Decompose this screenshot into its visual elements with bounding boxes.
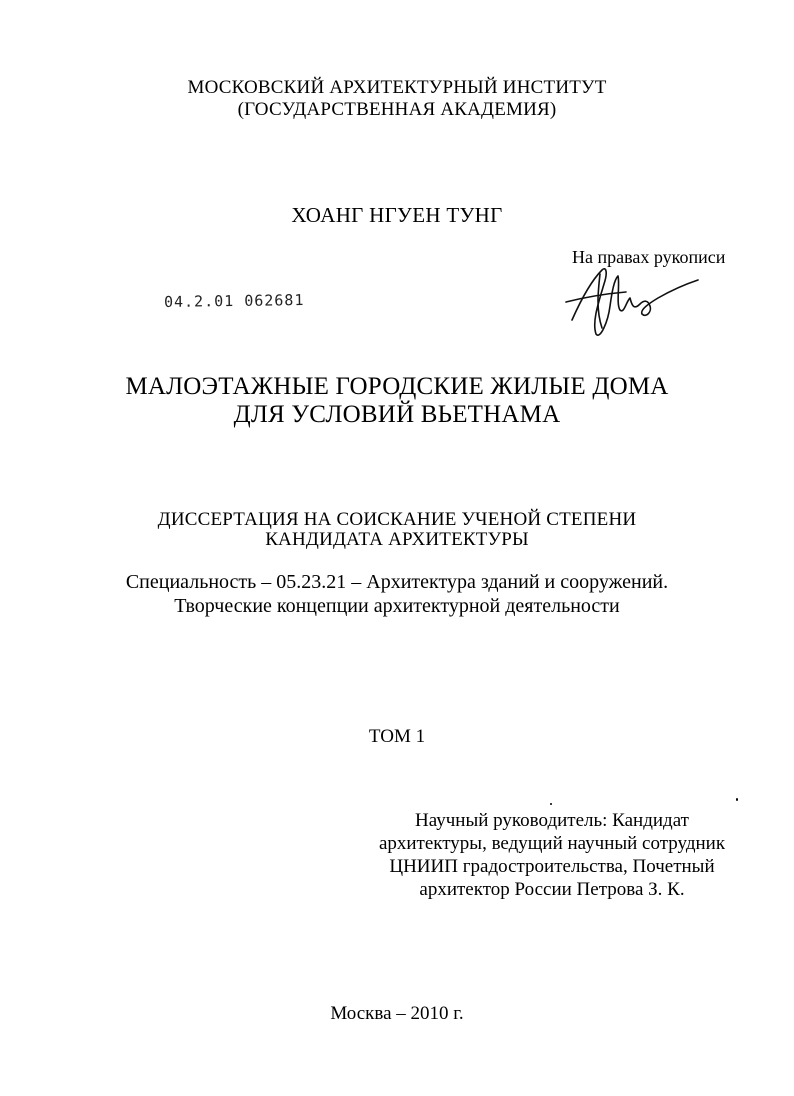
specialty-line1: Специальность – 05.23.21 – Архитектура зданий и сооружений. — [125, 571, 669, 593]
specialty-line2: Творческие концепции архитектурной деятельности — [174, 595, 620, 617]
manuscript-rights-note: На правах рукописи — [572, 247, 726, 267]
degree-line1: ДИССЕРТАЦИЯ НА СОИСКАНИЕ УЧЕНОЙ СТЕПЕНИ — [157, 509, 637, 530]
scan-speck — [736, 798, 738, 801]
supervisor-line2: архитектуры, ведущий научный сотрудник — [378, 833, 726, 854]
scan-speck — [550, 803, 552, 805]
degree-line2: КАНДИДАТА АРХИТЕКТУРЫ — [265, 529, 529, 550]
city-year: Москва – 2010 г. — [330, 1003, 464, 1024]
author-name: ХОАНГ НГУЕН ТУНГ — [291, 203, 503, 227]
supervisor-line4: архитектор России Петрова З. К. — [419, 879, 685, 900]
volume-label: ТОМ 1 — [368, 726, 426, 747]
registration-stamp: 04.2.01 062681 — [163, 291, 305, 311]
supervisor-line3: ЦНИИП градостроительства, Почетный — [389, 856, 715, 877]
supervisor-line1: Научный руководитель: Кандидат — [415, 810, 689, 831]
author-signature — [562, 262, 702, 340]
dissertation-title-line2: ДЛЯ УСЛОВИЙ ВЬЕТНАМА — [233, 401, 561, 428]
institute-name: МОСКОВСКИЙ АРХИТЕКТУРНЫЙ ИНСТИТУТ — [187, 77, 607, 98]
institute-subtitle: (ГОСУДАРСТВЕННАЯ АКАДЕМИЯ) — [237, 99, 557, 120]
dissertation-title-line1: МАЛОЭТАЖНЫЕ ГОРОДСКИЕ ЖИЛЫЕ ДОМА — [125, 373, 669, 400]
